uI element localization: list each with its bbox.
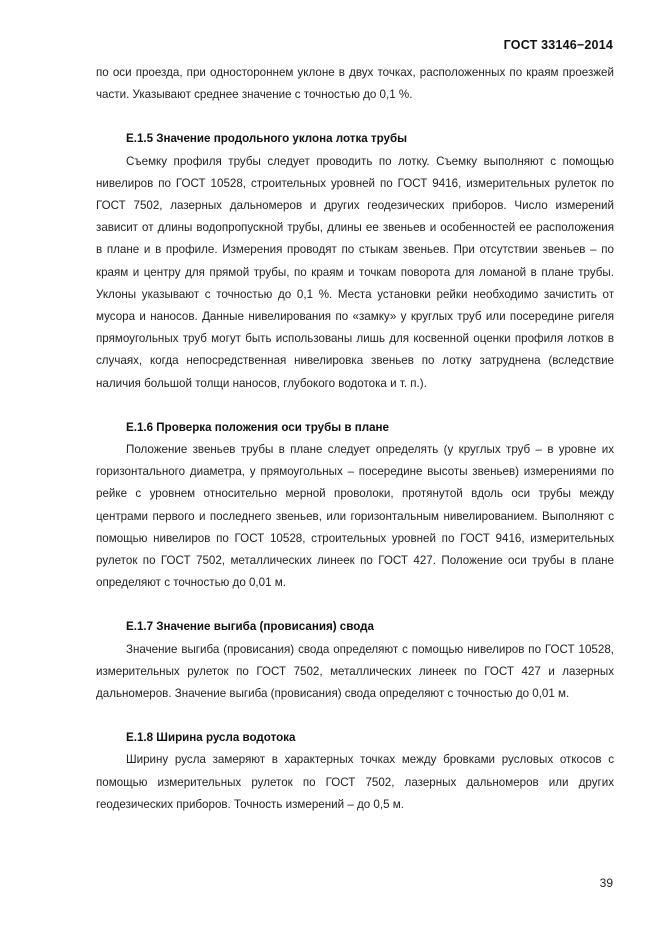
section-title: Е.1.8 Ширина русла водотока: [126, 731, 296, 745]
intro-paragraph: по оси проезда, при одностороннем уклоне в двух точках, расположенных по краям проезжей части. Указывают среднее значение с точностью до 0,1 %.: [96, 66, 614, 102]
standard-header: ГОСТ 33146−2014: [503, 38, 613, 52]
section-title: Е.1.7 Значение выгиба (провисания) свода: [126, 620, 374, 634]
section-title: Е.1.6 Проверка положения оси трубы в плане: [126, 420, 390, 434]
section-title: Е.1.5 Значение продольного уклона лотка трубы: [126, 132, 408, 146]
page-number: 39: [599, 876, 613, 890]
page-content: [96, 62, 614, 816]
section-paragraph: Значение выгиба (провисания) свода определяют с помощью нивелиров по ГОСТ 10528, измерительных рулеток по ГОСТ 7502, металлических линеек по ГОСТ 427 и лазерных дальномеров. Значение выгиба (провисания) свода определяют с точностью до 0,01 м.: [96, 642, 614, 701]
section-e-1-6: [96, 417, 614, 595]
section-e-1-7: [96, 616, 614, 705]
section-e-1-8: [96, 727, 614, 816]
section-paragraph: Съемку профиля трубы следует проводить по лотку. Съемку выполняют с помощью нивелиров по ГОСТ 10528, строительных уровней по ГОСТ 9416, измерительных рулеток по ГОСТ 7502, лазерных дальномеров и других геодезических приборов. Число измерений зависит от длины водопропускной трубы, длины ее звеньев и особенностей ее расположения в плане и в профиле. Измерения проводят по стыкам звеньев. При отсутствии звеньев – по краям и центру для прямой трубы, по краям и точкам поворота для ломаной в плане трубы. Уклоны указывают с точностью до 0,1 %. Места установки рейки необходимо зачистить от мусора и наносов. Данные нивелирования по «замку» у круглых труб или посередине ригеля прямоугольных труб могут быть использованы лишь для косвенной оценки профиля лотков в случаях, когда непосредственная нивелировка звеньев по лотку затруднена (вследствие наличия большой толщи наносов, глубокого водотока и т. п.).: [96, 154, 614, 390]
section-paragraph: Ширину русла замеряют в характерных точках между бровками русловых откосов с помощью измерительных рулеток по ГОСТ 7502, лазерных дальномеров или других геодезических приборов. Точность измерений – до 0,5 м.: [96, 753, 614, 811]
section-paragraph: Положение звеньев трубы в плане следует определять (у круглых труб – в уровне их горизонтального диаметра, у прямоугольных – посередине высоты звеньев) измерениями по рейке с уровнем относительно мерной проволоки, протянутой вдоль оси трубы между центрами первого и последнего звеньев, или горизонтальным нивелированием. Выполняют с помощью нивелиров по ГОСТ 10528, строительных уровней по ГОСТ 9416, измерительных рулеток по ГОСТ 7502, металлических линеек по ГОСТ 427. Положение оси трубы в плане определяют с точностью до 0,01 м.: [96, 443, 614, 590]
section-e-1-5: [96, 128, 614, 394]
